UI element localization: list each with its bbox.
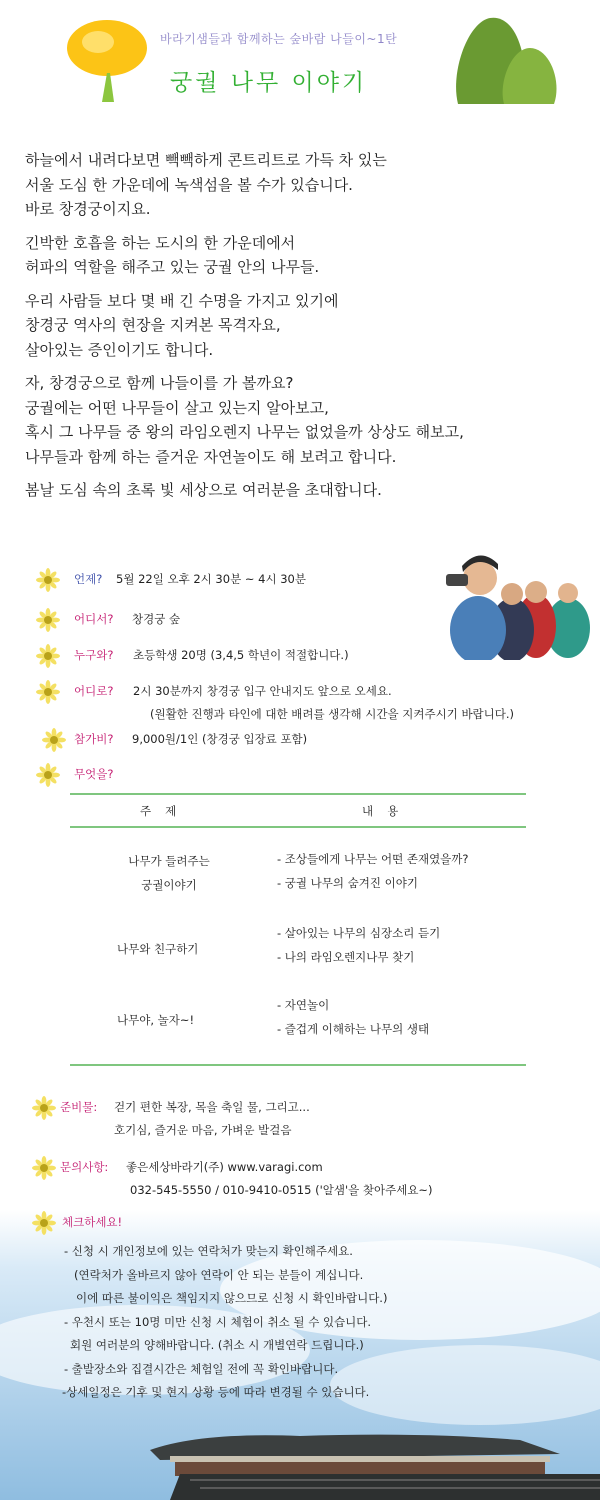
table-rule <box>70 826 526 828</box>
table-topic: 나무야, 놀자~! <box>117 1013 195 1027</box>
flower-bullet-icon <box>36 568 60 592</box>
table-header-topic: 주제 <box>140 804 191 818</box>
palace-roof-image <box>0 1410 600 1500</box>
info-note: (원활한 진행과 타인에 대한 배려를 생각해 시간을 지켜주시기 바랍니다.) <box>150 707 515 721</box>
info-label: 참가비? <box>74 732 114 746</box>
check-list <box>64 1240 387 1405</box>
flower-bullet-icon <box>32 1096 56 1120</box>
table-content: - 자연놀이 - 즐겁게 이해하는 나무의 생태 <box>277 998 430 1036</box>
table-rule <box>70 1064 526 1066</box>
intro-text <box>25 148 585 512</box>
prep-label: 준비물: <box>60 1100 98 1114</box>
flower-bullet-icon <box>32 1211 56 1235</box>
info-value: 5월 22일 오후 2시 30분 ~ 4시 30분 <box>116 572 306 586</box>
intro-paragraph: 자, 창경궁으로 함께 나들이를 가 볼까요? 궁궐에는 어떤 나무들이 살고 있는지 알아보고, 혹시 그 나무들 중 왕의 라임오렌지 나무는 없었을까 상상도 해보고, 나무들과 함께 하는 즐거운 자연놀이도 해 보려고 합니다. <box>25 374 464 466</box>
intro-paragraph: 우리 사람들 보다 몇 배 긴 수명을 가지고 있기에 창경궁 역사의 현장을 지켜본 목격자요, 살아있는 증인이기도 합니다. <box>25 291 339 359</box>
intro-paragraph: 봄날 도심 속의 초록 빛 세상으로 여러분을 초대합니다. <box>25 481 382 499</box>
flower-bullet-icon <box>42 728 66 752</box>
info-label: 어디로? <box>74 684 114 698</box>
list-item: - 신청 시 개인정보에 있는 연락처가 맞는지 확인해주세요. <box>64 1244 353 1258</box>
table-content: - 살아있는 나무의 심장소리 듣기 - 나의 라임오렌지나무 찾기 <box>277 926 441 964</box>
page-title: 궁궐 나무 이야기 <box>170 70 368 96</box>
kids-photo <box>418 548 598 660</box>
prep-value: 걷기 편한 복장, 목을 축일 물, 그리고... <box>114 1100 310 1114</box>
flower-bullet-icon <box>32 1156 56 1180</box>
intro-paragraph: 긴박한 호흡을 하는 도시의 한 가운데에서 허파의 역할을 해주고 있는 궁궐 안의 나무들. <box>25 233 320 276</box>
flower-bullet-icon <box>36 680 60 704</box>
check-label: 체크하세요! <box>62 1215 123 1229</box>
info-value: 창경궁 숲 <box>132 612 181 626</box>
list-item: (연락처가 올바르지 않아 연락이 안 되는 분들이 계십니다. <box>74 1267 364 1282</box>
table-header-content: 내용 <box>362 804 413 818</box>
info-value: 9,000원/1인 (창경궁 입장료 포함) <box>132 732 308 746</box>
info-label: 무엇을? <box>74 767 114 781</box>
page-header <box>0 0 600 120</box>
table-topic: 나무와 친구하기 <box>117 942 199 956</box>
contact-extra: 032-545-5550 / 010-9410-0515 ('알샘'을 찾아주세요~) <box>130 1183 433 1197</box>
list-item: -상세일정은 기후 및 현지 상황 등에 따라 변경될 수 있습니다. <box>62 1385 370 1399</box>
info-label: 어디서? <box>74 612 114 626</box>
list-item: - 출발장소와 집결시간은 체험일 전에 꼭 확인바랍니다. <box>64 1361 339 1376</box>
table-content: - 조상들에게 나무는 어떤 존재였을까? - 궁궐 나무의 숨겨진 이야기 <box>277 852 469 890</box>
sunflower-icon <box>62 18 152 103</box>
info-label: 언제? <box>74 572 103 586</box>
info-value: 2시 30분까지 창경궁 입구 안내지도 앞으로 오세요. <box>133 684 392 698</box>
table-rule <box>70 793 526 795</box>
intro-paragraph: 하늘에서 내려다보면 빽빽하게 콘트리트로 가득 차 있는 서울 도심 한 가운데에 녹색섬을 볼 수가 있습니다. 바로 창경궁이지요. <box>25 151 387 218</box>
contact-label: 문의사항: <box>60 1160 109 1174</box>
info-value: 초등학생 20명 (3,4,5 학년이 적절합니다.) <box>133 648 349 662</box>
list-item: 회원 여러분의 양해바랍니다. (취소 시 개별연락 드립니다.) <box>70 1338 364 1352</box>
info-label: 누구와? <box>74 648 114 662</box>
list-item: - 우천시 또는 10명 미만 신청 시 체험이 취소 될 수 있습니다. <box>64 1314 372 1329</box>
flower-bullet-icon <box>36 763 60 787</box>
tree-icon <box>450 12 560 110</box>
flower-bullet-icon <box>36 644 60 668</box>
list-item: 이에 따른 불이익은 책임지지 않으므로 신청 시 확인바랍니다.) <box>76 1291 388 1305</box>
flower-bullet-icon <box>36 608 60 632</box>
table-topic: 나무가 들려주는 궁궐이야기 <box>128 854 210 892</box>
prep-extra: 호기심, 즐거운 마음, 가벼운 발걸음 <box>114 1123 292 1137</box>
contact-value: 좋은세상바라기(주) www.varagi.com <box>126 1160 323 1174</box>
page-subtitle: 바라기샘들과 함께하는 숲바람 나들이~1탄 <box>160 32 398 46</box>
